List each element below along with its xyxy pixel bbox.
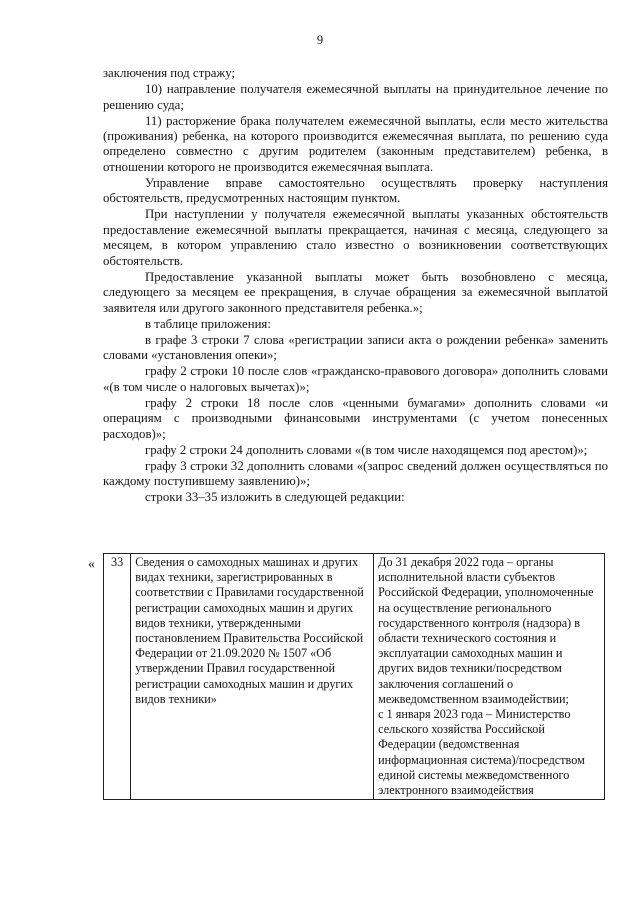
paragraph: графу 3 строки 32 дополнить словами «(запрос сведений должен осуществляться по каждому поступившему заявлению)»; [103, 458, 608, 489]
paragraph: заключения под стражу; [103, 66, 236, 80]
source-authority-part: До 31 декабря 2022 года – органы исполнительной власти субъектов Российской Федерации, уполномоченные на осуществление регионального государственного контроля (надзора) в области технического состояния и эксплуатации самоходных машин и других видов техники/посредством заключения соглашений о межведомственном взаимодействии; [378, 555, 594, 706]
opening-quote-mark: « [88, 557, 95, 572]
paragraph: графу 2 строки 10 после слов «гражданско-правового договора» дополнить словами «(в том числе о налоговых вычетах)»; [103, 364, 608, 394]
info-description: Сведения о самоходных машинах и других видах техники, зарегистрированных в соответствии с Правилами государственной регистрации самоходных машин и других видов техники, утвержденными постановлением Правительства Российской Федерации от 21.09.2020 № 1507 «Об утверждении Правил государственной регистрации самоходных машин и других видов техники» [135, 555, 364, 706]
paragraph: в таблице приложения: [145, 316, 271, 331]
paragraph: строки 33–35 изложить в следующей редакции: [145, 490, 405, 505]
source-authority-cell [374, 554, 605, 800]
appendix-table [103, 553, 605, 800]
paragraph: 10) направление получателя ежемесячной выплаты на принудительное лечение по решению суда; [103, 82, 608, 112]
paragraph: в графе 3 строки 7 слова «регистрации записи акта о рождении ребенка» заменить словами «установления опеки»; [103, 332, 608, 363]
page-number: 9 [316, 33, 324, 47]
paragraph: Управление вправе самостоятельно осуществлять проверку наступления обстоятельств, предусмотренных настоящим пунктом. [103, 175, 608, 206]
paragraph: При наступлении у получателя ежемесячной выплаты указанных обстоятельств предоставление ежемесячной выплаты прекращается, начиная с месяца, следующего за месяцем, в котором управлению стало известно о возникновении соответствующих обстоятельств. [103, 207, 608, 268]
document-body [103, 66, 608, 506]
paragraph: графу 2 строки 24 дополнить словами «(в том числе находящемся под арестом)»; [145, 442, 588, 457]
table-row [104, 554, 605, 800]
source-authority-part: с 1 января 2023 года – Министерство сельского хозяйства Российской Федерации (ведомственная информационная система)/посредством единой системы межведомственного электронного взаимодействия [378, 707, 585, 798]
paragraph: графу 2 строки 18 после слов «ценными бумагами» дополнить словами «и операциям с производными финансовыми инструментами (с учетом понесенных расходов)»; [103, 395, 608, 441]
info-description-cell [131, 554, 374, 800]
row-number-cell: 33 [104, 554, 131, 800]
paragraph: Предоставление указанной выплаты может быть возобновлено с месяца, следующего за месяцем ее прекращения, в случае обращения за ежемесячной выплатой заявителя или другого законного представителя ребенка.»; [103, 269, 608, 315]
paragraph: 11) расторжение брака получателем ежемесячной выплаты, если место жительства (проживания) ребенка, на которого производится ежемесячная выплата, по решению суда определено совместно с другим родителем (законным представителем) ребенка, в отношении которого не производится ежемесячная выплата. [103, 113, 608, 174]
